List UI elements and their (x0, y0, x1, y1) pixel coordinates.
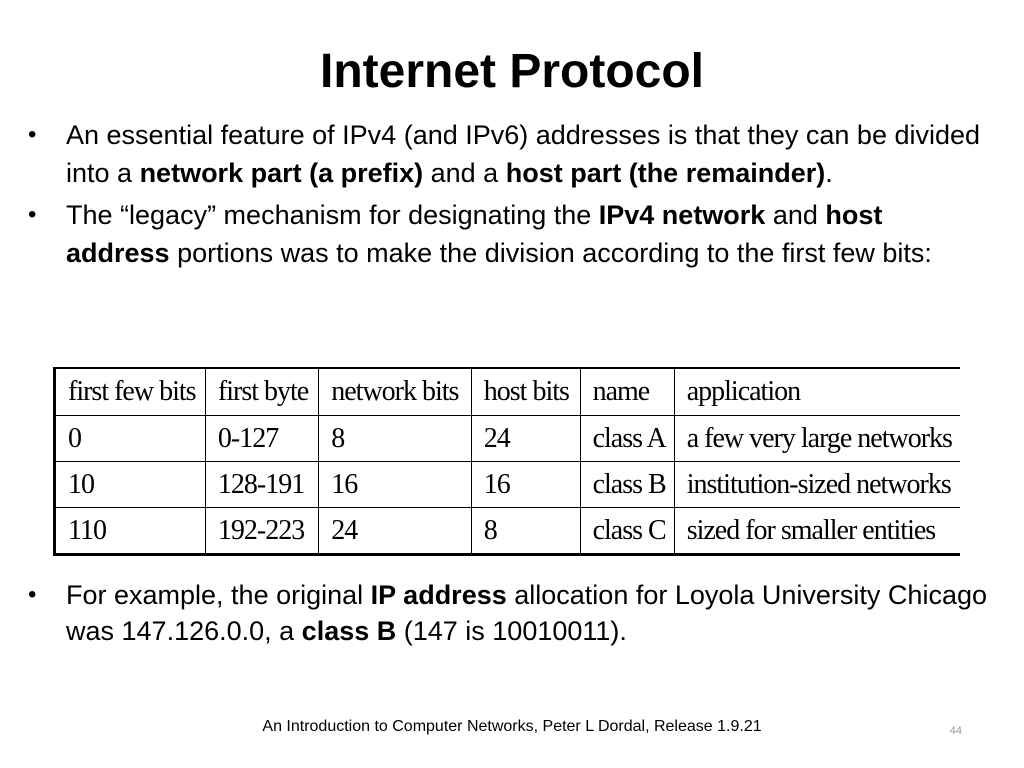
bullet-segment-bold: host address (66, 200, 883, 268)
slide-footer: An Introduction to Computer Networks, Peter L Dordal, Release 1.9.21 (262, 718, 762, 735)
bullet-item (28, 116, 988, 192)
bullet-segment-bold: IPv4 network (598, 200, 766, 230)
table-cell: 10 (55, 462, 206, 508)
table-header-cell: first few bits (55, 368, 206, 416)
bullet-segment: and (765, 200, 826, 230)
bullet-icon: • (28, 201, 37, 228)
page-number: 44 (949, 725, 962, 737)
bullet-segment-bold: host part (the remainder) (505, 158, 826, 188)
table-header-row (55, 368, 961, 416)
bullet-icon: • (28, 581, 37, 608)
slide-title: Internet Protocol (319, 45, 705, 98)
table-row (55, 416, 961, 462)
table-cell: 0 (55, 416, 206, 462)
bullet-text (66, 580, 987, 646)
table-cell: 128-191 (205, 462, 318, 508)
bullet-segment-bold: network part (a prefix) (139, 158, 424, 188)
table-cell: 0-127 (205, 416, 318, 462)
table-header-cell: application (674, 368, 960, 416)
table-cell: 8 (319, 416, 472, 462)
bullet-item (28, 196, 988, 272)
table-cell: class B (580, 462, 674, 508)
table-header-cell: network bits (319, 368, 472, 416)
table-cell: 24 (471, 416, 580, 462)
table-cell: 8 (471, 508, 580, 555)
table-cell: a few very large networks (674, 416, 960, 462)
bullet-text (66, 120, 980, 188)
table-cell: 192-223 (205, 508, 318, 555)
table-header-cell: host bits (471, 368, 580, 416)
bullet-segment: . (825, 158, 833, 188)
table-cell: 16 (471, 462, 580, 508)
table-cell: 24 (319, 508, 472, 555)
bullet-segment: portions was to make the division according to the first few bits: (169, 238, 932, 268)
table-cell: 16 (319, 462, 472, 508)
bullet-item (28, 577, 988, 649)
table-header-cell: name (580, 368, 674, 416)
bullet-list (28, 116, 988, 276)
bullet-icon: • (28, 121, 37, 148)
bullet-segment: and a (423, 158, 506, 188)
bullet-segment: An essential feature of IPv4 (and IPv6) addresses is that they can be divided into a (66, 120, 981, 188)
bullet-segment: The “legacy” mechanism for designating the (66, 200, 599, 230)
bullet-segment: For example, the original (66, 580, 371, 610)
bullet-segment: (147 is 10010011). (396, 616, 627, 646)
table-cell: class C (580, 508, 674, 555)
bullet-text (66, 200, 932, 268)
ip-class-table (53, 367, 960, 556)
table-header-cell: first byte (205, 368, 318, 416)
table-row (55, 508, 961, 555)
bullet-segment: allocation for Loyola University Chicago was 147.126.0.0, a (66, 580, 987, 646)
bullet-segment-bold: class B (301, 616, 397, 646)
table-row (55, 462, 961, 508)
bullet-segment-bold: IP address (370, 580, 507, 610)
table-cell: institution-sized networks (674, 462, 960, 508)
table-cell: sized for smaller entities (674, 508, 960, 555)
table-cell: class A (580, 416, 674, 462)
table-cell: 110 (55, 508, 206, 555)
